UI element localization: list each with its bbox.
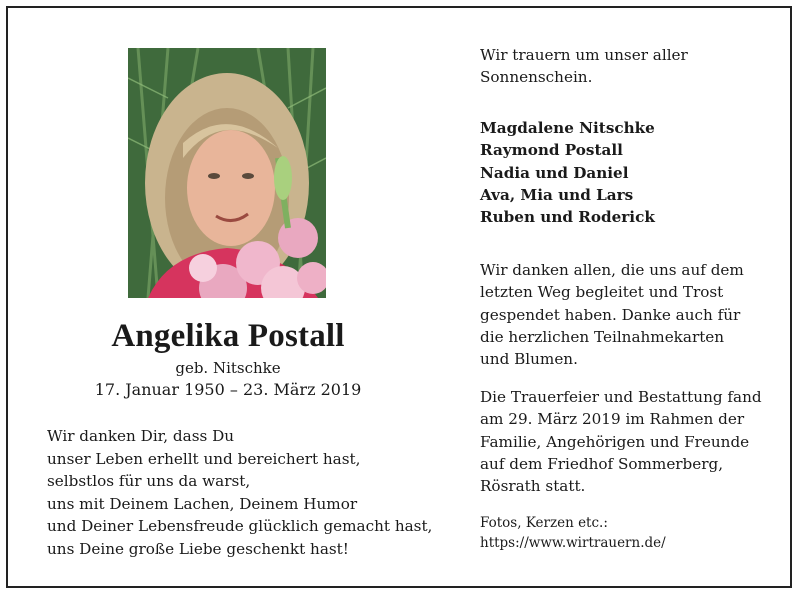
ceremony-line: Rösrath statt. (480, 477, 586, 496)
ceremony-text (480, 386, 762, 497)
family-member: Raymond Postall (480, 141, 623, 160)
thanks-line: und Blumen. (480, 350, 578, 369)
ceremony-line: Die Trauerfeier und Bestattung fand (480, 388, 762, 406)
family-list (480, 117, 655, 228)
credits (480, 513, 666, 553)
birth-name: geb. Nitschke (175, 359, 281, 377)
credits-label: Fotos, Kerzen etc.: (480, 515, 608, 531)
poem (47, 425, 432, 561)
poem-line: uns mit Deinem Lachen, Deinem Humor (47, 494, 358, 513)
poem-line: und Deiner Lebensfreude glücklich gemacht hast, (47, 517, 433, 536)
credits-link[interactable]: https://www.wirtrauern.de/ (480, 535, 666, 551)
poem-line: Wir danken Dir, dass Du (47, 427, 235, 445)
family-member: Ruben und Roderick (480, 208, 655, 227)
family-member: Magdalene Nitschke (480, 119, 655, 137)
thanks-text (480, 259, 744, 370)
poem-line: selbstlos für uns da warst, (47, 472, 251, 491)
intro-line: Sonnenschein. (480, 68, 593, 87)
ceremony-line: am 29. März 2019 im Rahmen der (480, 410, 745, 429)
portrait-photo (128, 48, 326, 298)
ceremony-line: auf dem Friedhof Sommerberg, (480, 454, 724, 473)
life-dates: 17. Januar 1950 – 23. März 2019 (94, 380, 362, 399)
poem-line: unser Leben erhellt und bereichert hast, (47, 449, 361, 468)
thanks-line: gespendet haben. Danke auch für (480, 305, 741, 324)
family-member: Ava, Mia und Lars (480, 185, 634, 204)
deceased-name: Angelika Postall (111, 318, 345, 354)
poem-line: uns Deine große Liebe geschenkt hast! (47, 539, 349, 558)
ceremony-line: Familie, Angehörigen und Freunde (480, 432, 750, 451)
mourning-intro (480, 44, 688, 89)
thanks-line: letzten Weg begleitet und Trost (480, 283, 724, 302)
family-member: Nadia und Daniel (480, 163, 629, 182)
thanks-line: Wir danken allen, die uns auf dem (480, 261, 744, 279)
intro-line: Wir trauern um unser aller (480, 46, 688, 64)
thanks-line: die herzlichen Teilnahmekarten (480, 327, 725, 346)
